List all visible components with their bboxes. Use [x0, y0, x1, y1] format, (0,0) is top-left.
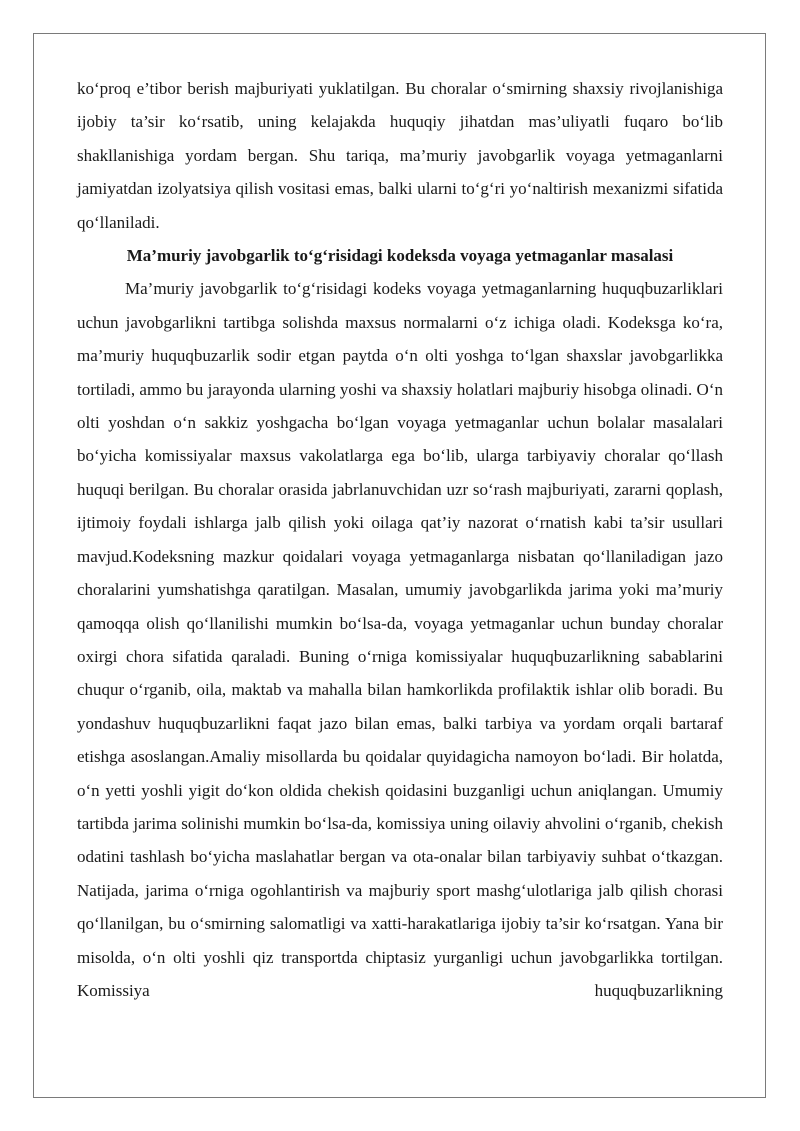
paragraph-main: Ma’muriy javobgarlik to‘g‘risidagi kodeks voyaga yetmaganlarning huquqbuzarliklari uchun javobgarlikni tartibga solishda maxsus normalarni o‘z ichiga oladi. Kodeksga ko‘ra, ma’muriy huquqbuzarlik sodir etgan paytda o‘n olti yoshga to‘lgan shaxslar javobgarlikka tortiladi, ammo bu jarayonda ularning yoshi va shaxsiy holatlari majburiy hisobga olinadi. O‘n olti yoshdan o‘n sakkiz yoshgacha bo‘lgan voyaga yetmaganlar uchun bolalar masalalari bo‘yicha komissiyalar maxsus vakolatlarga ega bo‘lib, ularga tarbiyaviy choralar qo‘llash huquqi berilgan. Bu choralar orasida jabrlanuvchidan uzr so‘rash majburiyati, zararni qoplash, ijtimoiy foydali ishlarga jalb qilish yoki oilaga qat’iy nazorat o‘rnatish kabi ta’sir usullari mavjud.Kodeksning mazkur qoidalari voyaga yetmaganlarga nisbatan qo‘llaniladigan jazo choralarini yumshatishga qaratilgan. Masalan, umumiy javobgarlikda jarima yoki ma’muriy qamoqqa olish qo‘llanilishi mumkin bo‘lsa-da, voyaga yetmaganlar uchun bunday choralar oxirgi chora sifatida qaraladi. Buning o‘rniga komissiyalar huquqbuzarlikning sabablarini chuqur o‘rganib, oila, maktab va mahalla bilan hamkorlikda profilaktik ishlar olib boradi. Bu yondashuv huquqbuzarlikni faqat jazo bilan emas, balki tarbiya va yordam orqali bartaraf etishga asoslangan.Amaliy misollarda bu qoidalar quyidagicha namoyon bo‘ladi. Bir holatda, o‘n yetti yoshli yigit do‘kon oldida chekish qoidasini buzganligi uchun aniqlangan. Umumiy tartibda jarima solinishi mumkin bo‘lsa-da, komissiya uning oilaviy ahvolini o‘rganib, chekish odatini tashlash bo‘yicha maslahatlar bergan va ota-onalar bilan tarbiyaviy suhbat o‘tkazgan. Natijada, jarima o‘rniga ogohlantirish va majburiy sport mashg‘ulotlariga jalb qilish chorasi qo‘llanilgan, bu o‘smirning salomatligi va xatti-harakatlariga ijobiy ta’sir ko‘rsatgan. Yana bir misolda, o‘n olti yoshli qiz transportda chiptasiz yurganligi uchun javobgarlikka tortilgan. Komissiya huquqbuzarlikning	[77, 279, 723, 1000]
section-heading: Ma’muriy javobgarlik to‘g‘risidagi kodeksda voyaga yetmaganlar masalasi	[126, 246, 674, 266]
document-body	[77, 72, 723, 1007]
paragraph-continued: ko‘proq e’tibor berish majburiyati yuklatilgan. Bu choralar o‘smirning shaxsiy rivojlanishiga ijobiy ta’sir ko‘rsatib, uning kelajakda huquqiy jihatdan mas’uliyatli fuqaro bo‘lib shakllanishiga yordam bergan. Shu tariqa, ma’muriy javobgarlik voyaga yetmaganlarni jamiyatdan izolyatsiya qilish vositasi emas, balki ularni to‘g‘ri yo‘naltirish mexanizmi sifatida qo‘llaniladi.	[77, 79, 723, 232]
